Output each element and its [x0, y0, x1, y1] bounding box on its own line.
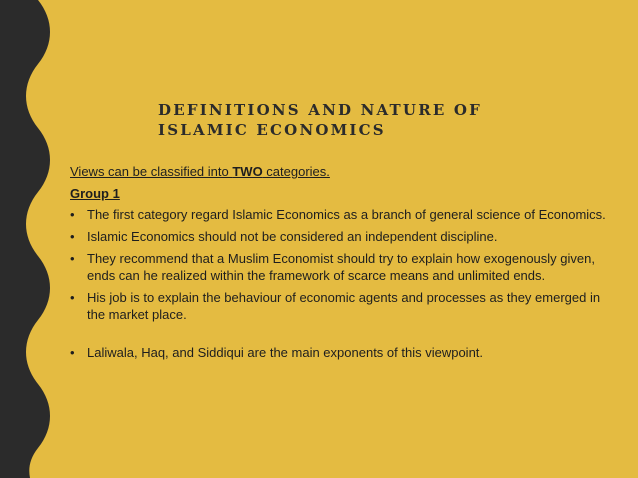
- group-heading: Group 1: [70, 186, 120, 201]
- bullet-text: The first category regard Islamic Economics as a branch of general science of Economics.: [87, 207, 606, 222]
- bullet-text: His job is to explain the behaviour of economic agents and processes as they emerged in the market place.: [87, 290, 601, 322]
- bullet-text: Islamic Economics should not be considered an independent discipline.: [87, 229, 498, 244]
- bullet-glyph: •: [70, 207, 75, 222]
- intro-emphasis: TWO: [232, 164, 263, 179]
- bullet-glyph: •: [70, 251, 75, 266]
- bullet-item: [70, 289, 610, 323]
- bullet-list: [70, 206, 610, 361]
- bullet-glyph: •: [70, 290, 75, 305]
- bullet-glyph: •: [70, 229, 75, 244]
- bullet-item: [70, 250, 610, 284]
- wavy-border-decoration: [0, 0, 60, 478]
- intro-after: categories.: [262, 164, 330, 179]
- bullet-item: [70, 344, 610, 361]
- bullet-item: [70, 228, 610, 245]
- slide-body: [70, 163, 610, 366]
- bullet-item: [70, 206, 610, 223]
- bullet-text: Laliwala, Haq, and Siddiqui are the main exponents of this viewpoint.: [87, 345, 484, 360]
- intro-before: Views can be classified into: [70, 164, 233, 179]
- bullet-glyph: •: [70, 345, 75, 360]
- bullet-text: They recommend that a Muslim Economist should try to explain how exogenously given, ends can he realized within the framework of scarce means and unlimited ends.: [87, 251, 595, 283]
- slide-title: DEFINITIONS AND NATURE OF ISLAMIC ECONOMICS: [158, 101, 483, 139]
- intro-line: [70, 163, 610, 180]
